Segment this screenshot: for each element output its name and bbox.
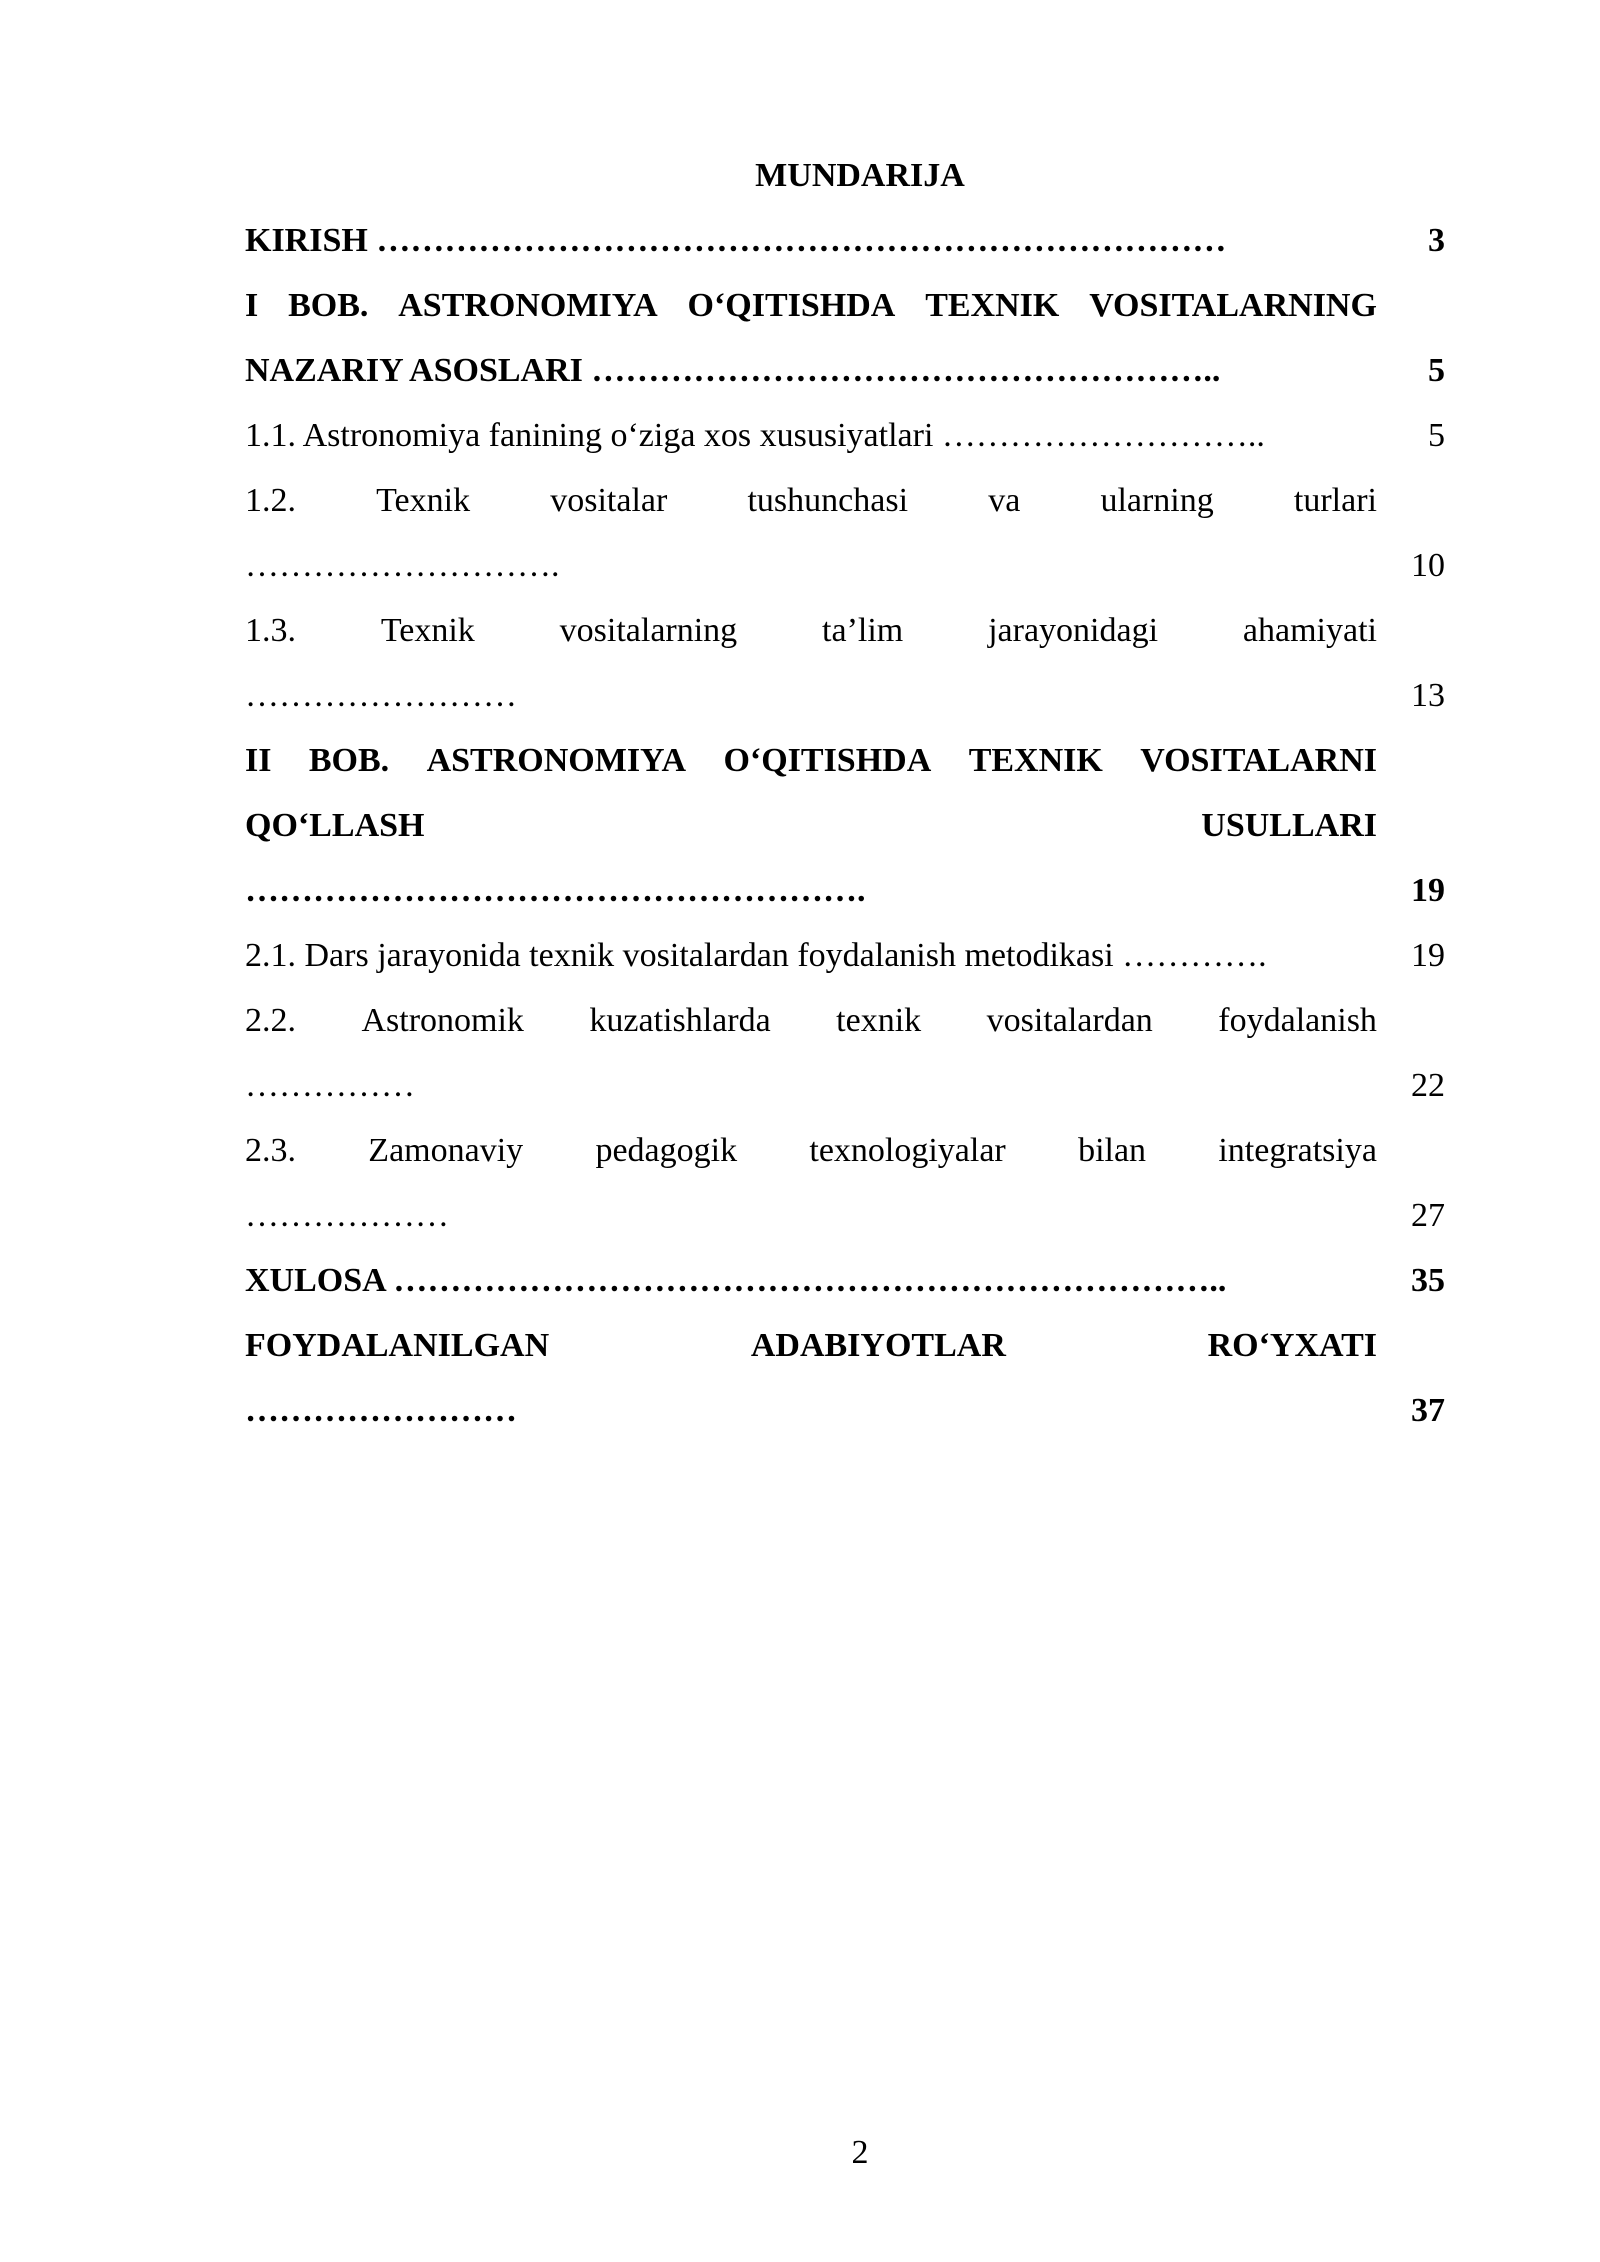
- toc-word: Zamonaviy: [368, 1132, 524, 1169]
- toc-word: Texnik: [380, 612, 475, 649]
- toc-entry-text: XULOSA ………………………………………………………………..: [245, 1262, 1227, 1299]
- toc-word: kuzatishlarda: [589, 1002, 771, 1039]
- toc-word: ASTRONOMIYA: [426, 742, 687, 779]
- toc-entry-text: [245, 735, 1377, 787]
- toc-word: VOSITALARNI: [1140, 742, 1377, 779]
- toc-entry-text: ……………………….: [245, 547, 560, 584]
- toc-page-number: 10: [1411, 547, 1445, 584]
- toc-row: [245, 215, 1445, 280]
- toc-word: II: [245, 742, 272, 779]
- toc-row: [245, 410, 1445, 475]
- toc-row: [245, 540, 1445, 605]
- toc-row: [245, 1190, 1445, 1255]
- toc-page-number: 37: [1411, 1392, 1445, 1429]
- toc-row: [245, 475, 1445, 540]
- toc-word: 2.2.: [245, 1002, 296, 1039]
- toc-word: pedagogik: [595, 1132, 738, 1169]
- toc-row: [245, 1385, 1445, 1450]
- toc-row: [245, 995, 1445, 1060]
- toc-entry-text: ……………………………………………….: [245, 872, 866, 909]
- toc-word: bilan: [1078, 1132, 1147, 1169]
- toc-row: [245, 735, 1445, 800]
- toc-entry-text: [245, 800, 1377, 852]
- toc-word: integratsiya: [1218, 1132, 1377, 1169]
- toc-word: tushunchasi: [747, 482, 909, 519]
- toc-entry-text: 2.1. Dars jarayonida texnik vositalardan foydalanish metodikasi ………….: [245, 937, 1267, 974]
- toc-word: O‘QITISHDA: [687, 287, 896, 324]
- toc-row: [245, 800, 1445, 865]
- toc-row: [245, 1125, 1445, 1190]
- toc-word: RO‘YXATI: [1207, 1327, 1377, 1364]
- toc-page-number: 3: [1428, 222, 1445, 259]
- toc-word: Astronomik: [361, 1002, 524, 1039]
- toc-entry-text: [245, 605, 1377, 657]
- toc-word: vositalardan: [986, 1002, 1153, 1039]
- toc-entry-text: [245, 475, 1377, 527]
- toc-row: [245, 605, 1445, 670]
- toc-page-number: 13: [1411, 677, 1445, 714]
- toc-entry-text: NAZARIY ASOSLARI ………………………………………………..: [245, 352, 1221, 389]
- toc-word: Texnik: [376, 482, 471, 519]
- toc-entry-text: [245, 995, 1377, 1047]
- toc-word: vositalarning: [559, 612, 738, 649]
- table-of-contents: [245, 215, 1445, 1450]
- toc-word: BOB.: [308, 742, 390, 779]
- toc-page-number: 27: [1411, 1197, 1445, 1234]
- toc-entry-text: ………………: [245, 1197, 449, 1234]
- toc-row: [245, 930, 1445, 995]
- page-number: 2: [851, 2134, 869, 2171]
- toc-word: ahamiyati: [1242, 612, 1377, 649]
- toc-row: [245, 865, 1445, 930]
- toc-word: TEXNIK: [925, 287, 1060, 324]
- toc-page-number: 5: [1428, 352, 1445, 389]
- toc-entry-text: KIRISH …………………………………………………………………: [245, 222, 1227, 259]
- toc-page-number: 19: [1411, 872, 1445, 909]
- toc-entry-text: ……………………: [245, 1392, 517, 1429]
- toc-word: foydalanish: [1218, 1002, 1377, 1039]
- toc-entry-text: [245, 280, 1377, 332]
- toc-word: TEXNIK: [968, 742, 1103, 779]
- toc-row: [245, 345, 1445, 410]
- toc-word: I: [245, 287, 259, 324]
- toc-word: vositalar: [550, 482, 668, 519]
- toc-row: [245, 1255, 1445, 1320]
- toc-word: ADABIYOTLAR: [750, 1327, 1006, 1364]
- toc-page-number: 19: [1411, 937, 1445, 974]
- toc-word: BOB.: [288, 287, 369, 324]
- toc-word: ta’lim: [822, 612, 904, 649]
- toc-word: ularning: [1100, 482, 1214, 519]
- toc-word: texnologiyalar: [809, 1132, 1006, 1169]
- toc-row: [245, 1320, 1445, 1385]
- toc-page-number: 35: [1411, 1262, 1445, 1299]
- toc-word: jarayonidagi: [988, 612, 1159, 649]
- toc-word: 1.3.: [245, 612, 296, 649]
- toc-entry-text: [245, 1320, 1377, 1372]
- toc-word: O‘QITISHDA: [723, 742, 932, 779]
- toc-word: 2.3.: [245, 1132, 296, 1169]
- toc-page-number: 5: [1428, 417, 1445, 454]
- toc-word: VOSITALARNING: [1089, 287, 1377, 324]
- toc-word: va: [988, 482, 1021, 519]
- toc-entry-text: 1.1. Astronomiya fanining o‘ziga xos xususiyatlari ………………………..: [245, 417, 1265, 454]
- toc-row: [245, 280, 1445, 345]
- toc-word: FOYDALANILGAN: [245, 1327, 550, 1364]
- toc-entry-text: ……………………: [245, 677, 517, 714]
- toc-word: USULLARI: [1201, 807, 1377, 844]
- toc-word: texnik: [836, 1002, 922, 1039]
- page-title: MUNDARIJA: [755, 157, 965, 194]
- toc-entry-text: ……………: [245, 1067, 415, 1104]
- toc-word: ASTRONOMIYA: [398, 287, 658, 324]
- toc-entry-text: [245, 1125, 1377, 1177]
- toc-word: QO‘LLASH: [245, 807, 425, 844]
- toc-word: 1.2.: [245, 482, 296, 519]
- toc-page-number: 22: [1411, 1067, 1445, 1104]
- toc-row: [245, 670, 1445, 735]
- toc-row: [245, 1060, 1445, 1125]
- toc-word: turlari: [1293, 482, 1377, 519]
